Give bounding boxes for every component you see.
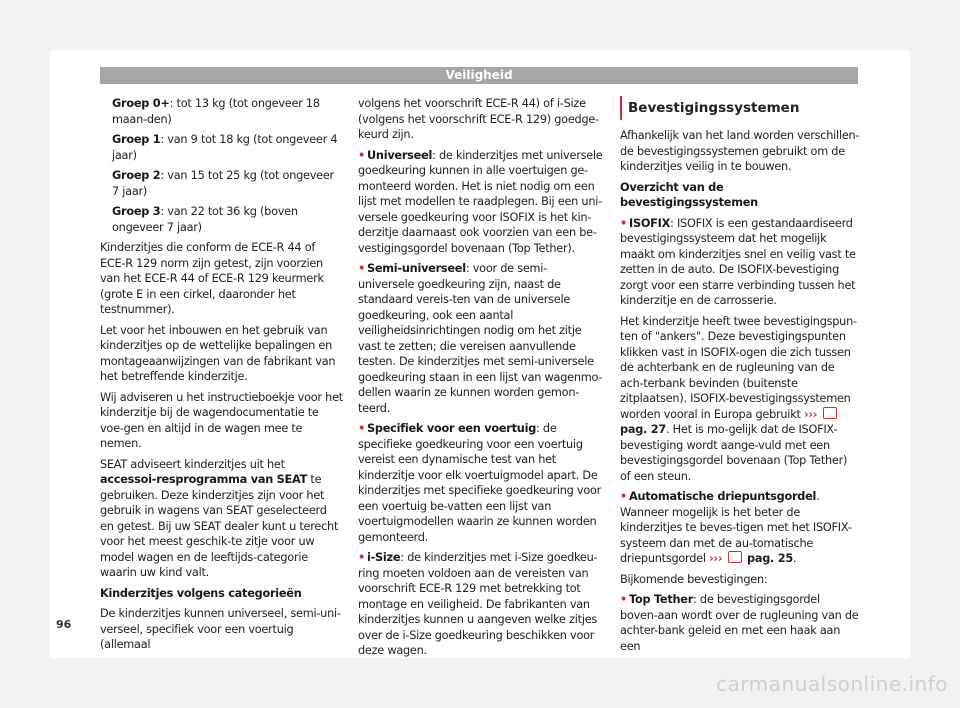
column-2 [358,96,603,664]
bullet-icon: • [358,551,365,564]
book-icon [823,407,837,419]
paragraph: Bijkomende bevestigingen: [620,572,768,586]
bullet-top-tether: • Top Tether: de bevestigingsgordel boven-aan wordt over de rugleuning van de achter-bank geleid en met een haak aan een [620,593,859,653]
page-number: 96 [50,612,80,658]
group-2: Groep 2: van 15 tot 25 kg (tot ongeveer 7 jaar) [112,169,334,198]
overview-heading: Overzicht van de bevestigingssystemen [620,180,758,209]
page-reference-link[interactable]: pag. 25 [747,552,793,565]
paragraph-accessories: SEAT adviseert kinderzitjes uit het accessoi-resprogramma van SEAT te gebruiken. Deze kinderzitjes zijn voor het gebruik in wagens van SEAT geselecteerd en getest. Bij uw SEAT dealer kunt u terecht voor het meest geschik-te zitje voor uw model wagen en de leeftijds-categorie waarin uw kind valt. [100,457,339,579]
bullet-icon: • [358,262,365,275]
group-1: Groep 1: van 9 tot 18 kg (tot ongeveer 4 jaar) [112,133,338,162]
section-title: Bevestigingssystemen [620,96,868,120]
subheading: Kinderzitjes volgens categorieën [100,586,302,600]
bullet-isofix: • ISOFIX: ISOFIX is een gestandaardiseerd bevestigingssysteem dat het mogelijk maakt om kinderzitjes snel en veilig vast te zetten in de auto. De ISOFIX-bevestiging zorgt voor een starre verbinding tussen het kinderzitje en de carrosserie. [620,216,856,307]
bullet-universeel: • Universeel: de kinderzitjes met universele goedkeuring kunnen in alle voertuigen ge-monteerd worden. Het is niet nodig om een lijst met modellen te raadplegen. Bij een uni-versele goedkeuring voor ISOFIX is het kin-derzitje daarnaast ook voorzien van een be-vestigingsgordel bovenaan (Top Tether). [358,148,603,255]
paragraph: Let voor het inbouwen en het gebruik van kinderzitjes op de wettelijke bepalingen en montageaanwijzingen van de fabrikant van het betreffende kinderzitje. [100,323,336,383]
bullet-icon: • [620,490,627,503]
page-header: Veiligheid [100,67,858,84]
bullet-icon: • [358,148,365,162]
paragraph: Afhankelijk van het land worden verschillen-de bevestigingssystemen gebruikt om de kinderzitjes veilig in te bouwen. [620,129,860,173]
bullet-i-size: • i-Size: de kinderzitjes met i-Size goedkeu-ring moeten voldoen aan de vereisten van voorschrift ECE-R 129 met betrekking tot montage en veiligheid. De fabrikanten van kinderzitjes kunnen u aangeven welke zitjes over de i-Size goedkeuring beschikken voor deze wagen. [358,551,598,657]
group-3: Groep 3: van 22 tot 36 kg (boven ongeveer 7 jaar) [112,205,298,234]
bullet-icon: • [620,216,627,230]
paragraph: De kinderzitjes kunnen universeel, semi-uni-verseel, specifiek voor een voertuig (allemaal [100,607,341,651]
paragraph: volgens het voorschrift ECE-R 44) of i-Size (volgens het voorschrift ECE-R 129) goedge-keurd zijn. [358,97,599,141]
group-0plus: Groep 0+: tot 13 kg (tot ongeveer 18 maan-den) [112,97,320,126]
bullet-automatic-belt: • Automatische driepuntsgordel. Wanneer mogelijk is het beter de kinderzitjes te beves-tigen met het ISOFIX-systeem dan met de au-tomatische driepuntsgordel ››› pag. 25. [620,490,852,565]
paragraph: Wij adviseren u het instructieboekje voor het kinderzitje bij de wagendocumentatie te voe-gen en altijd in de wagen mee te nemen. [100,390,343,450]
bullet-icon: • [620,593,627,606]
column-1 [100,96,343,658]
bullet-semi-universeel: • Semi-universeel: voor de semi-universele goedkeuring zijn, naast de standaard vereis-ten van de universele goedkeuring, ook een aantal veiligheidsinrichtingen nodig om het zitje vast te zetten; die vereisen aanvullende testen. De kinderzitjes met semi-universele goedkeuring staan in een lijst van wagenmo-dellen waarin ze kunnen worden gemon-teerd. [358,262,603,415]
bullet-specifiek: • Specifiek voor een voertuig: de specifieke goedkeuring voor een voertuig vereist een dynamische test van het kinderzitje voor elk voertuigmodel apart. De kinderzitjes met specifieke goedkeuring voor een voertuig be-vatten een lijst van voertuigmodellen waarin ze kunnen worden gemonteerd. [358,422,602,544]
watermark: carmanualsonline.info [716,672,948,696]
column-3 [620,128,860,659]
page-reference-link[interactable]: pag. 27 [620,423,666,436]
arrow-icon: ››› [709,552,723,565]
arrow-icon: ››› [804,407,818,421]
paragraph-anchors: Het kinderzitje heeft twee bevestigingspun-ten of "ankers". Deze bevestigingspunten klikken vast in ISOFIX-ogen die zich tussen de achterbank en de rugleuning van de ach-terbank bevinden (buitenste zitplaatsen). ISOFIX-bevestigingssystemen worden vooral in Europa gebruikt ››› pag. 27. Het is mo-gelijk dat de ISOFIX-bevestiging wordt aange-vuld met een bevestigingsgordel bovenaan (Top Tether) of een steun. [620,314,857,483]
bullet-icon: • [358,422,365,435]
paragraph: Kinderzitjes die conform de ECE-R 44 of ECE-R 129 norm zijn getest, zijn voorzien van het ECE-R 44 of ECE-R 129 keurmerk (grote E in een cirkel, daaronder het testnummer). [100,241,324,316]
book-icon [728,551,742,563]
